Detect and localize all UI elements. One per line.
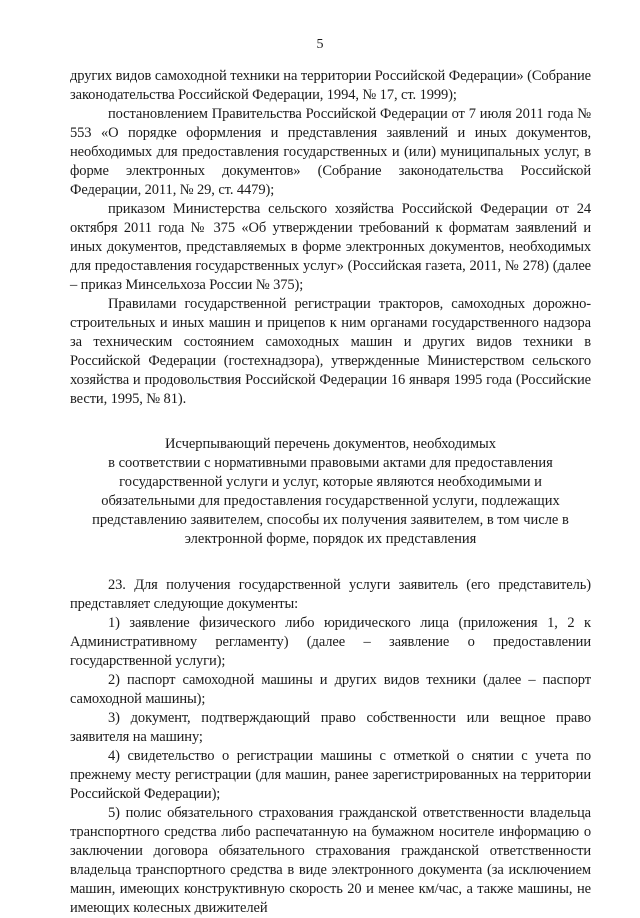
heading-line: обязательными для предоставления государственной услуги, подлежащих	[101, 493, 560, 509]
list-item: 4) свидетельство о регистрации машины с отметкой о снятии с учета по прежнему месту регистрации (для машин, ранее зарегистрированных на территории Российской Федерации);	[70, 748, 591, 802]
section-heading	[70, 435, 591, 549]
heading-line: электронной форме, порядок их представления	[184, 531, 477, 547]
page-number: 5	[316, 37, 324, 52]
list-item: 3) документ, подтверждающий право собственности или вещное право заявителя на машину;	[70, 710, 591, 745]
heading-line: Исчерпывающий перечень документов, необходимых	[164, 436, 497, 452]
list-item: 2) паспорт самоходной машины и других видов техники (далее – паспорт самоходной машины);	[70, 672, 591, 707]
paragraph: постановлением Правительства Российской Федерации от 7 июля 2011 года № 553 «О порядке оформления и представления заявлений и иных документов, необходимых для предоставления государственных и (или) муниципальных услуг, в форме электронных документов» (Собрание законодательства Российской Федерации, 2011, № 29, ст. 4479);	[70, 106, 591, 198]
heading-line: в соответствии с нормативными правовыми актами для предоставления	[108, 455, 553, 471]
list-item: 5) полис обязательного страхования гражданской ответственности владельца транспортного средства либо распечатанную на бумажном носителе информацию о заключении договора обязательного страхования гражданской ответственности владельца транспортного средства в виде электронного документа (за исключением машин, имеющих конструктивную скорость 20 и менее км/час, а также машины, не имеющих колесных движителей	[70, 805, 591, 916]
paragraph: Правилами государственной регистрации тракторов, самоходных дорожно-строительных и иных машин и прицепов к ним органами государственного надзора за техническим состоянием самоходных машин и других видов техники в Российской Федерации (гостехнадзора), утвержденные Министерством сельского хозяйства и продовольствия Российской Федерации 16 января 1995 года (Российские вести, 1995, № 81).	[70, 296, 591, 407]
heading-line: представлению заявителем, способы их получения заявителем, в том числе в	[92, 512, 569, 528]
document-body	[70, 67, 591, 918]
heading-line: государственной услуги и услуг, которые являются необходимыми и	[119, 474, 542, 490]
list-item: 1) заявление физического либо юридического лица (приложения 1, 2 к Административному регламенту) (далее – заявление о предоставлении государственной услуги);	[70, 615, 591, 669]
documents-list	[70, 576, 591, 918]
paragraph: других видов самоходной техники на территории Российской Федерации» (Собрание законодательства Российской Федерации, 1994, № 17, ст. 1999);	[70, 68, 591, 103]
paragraph: 23. Для получения государственной услуги заявитель (его представитель) представляет следующие документы:	[70, 577, 591, 612]
legal-basis-list	[70, 67, 591, 409]
paragraph: приказом Министерства сельского хозяйства Российской Федерации от 24 октября 2011 года № 375 «Об утверждении требований к форматам заявлений и иных документов, представляемых в форме электронных документов, необходимых для предоставления государственных услуг» (Российская газета, 2011, № 278) (далее – приказ Минсельхоза России № 375);	[70, 201, 591, 293]
